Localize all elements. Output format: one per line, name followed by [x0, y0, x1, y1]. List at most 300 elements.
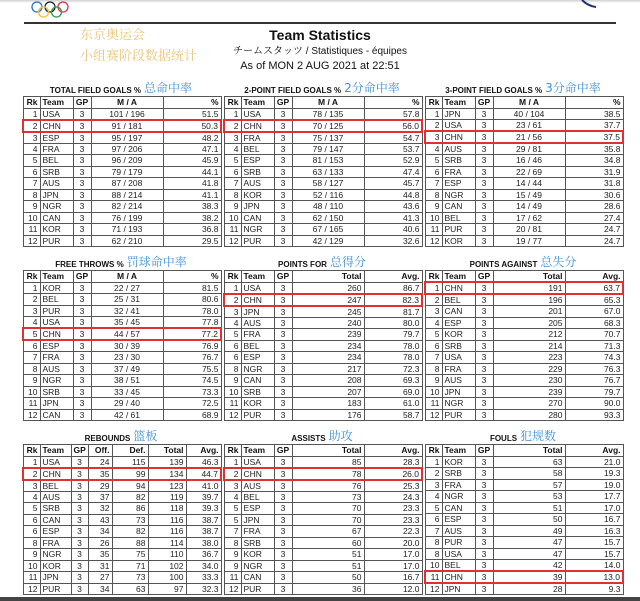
- table-title-cn: 罚球命中率: [126, 255, 187, 269]
- cell-gp: 3: [73, 328, 91, 340]
- cell-avg: 17.0: [364, 560, 422, 572]
- cell-avg: 26.0: [364, 468, 422, 480]
- cell-: 74.5: [163, 375, 221, 387]
- stats-table: [22, 444, 222, 595]
- cell-gp: 3: [73, 398, 91, 410]
- column-header: Off.: [88, 445, 112, 457]
- stats-table: [424, 444, 624, 595]
- table-row: [23, 340, 221, 352]
- cell-rk: 7: [224, 178, 241, 190]
- table-row: [224, 282, 422, 294]
- cell-team: ESP: [241, 352, 274, 364]
- table-title-cn: 3分命中率: [545, 81, 601, 95]
- cell-: 28.6: [565, 201, 623, 213]
- cell-team: FRA: [40, 537, 71, 549]
- cell-: 38.5: [565, 108, 623, 120]
- cell-gp: 3: [475, 306, 493, 318]
- cell-: 38.3: [163, 201, 221, 213]
- column-header: GP: [73, 97, 91, 109]
- cell-total: 100: [148, 572, 186, 584]
- cell-total: 176: [292, 409, 364, 421]
- cell-rk: 9: [23, 201, 40, 213]
- table-row: [425, 514, 623, 526]
- table-title-cn: 犯规数: [520, 429, 557, 443]
- column-header: Rk: [224, 97, 241, 109]
- cell-team: AUS: [442, 143, 475, 155]
- column-header: Rk: [224, 271, 241, 283]
- cell-team: CAN: [442, 306, 475, 318]
- cell-gp: 3: [475, 468, 493, 480]
- table-row: [224, 155, 422, 167]
- cell-gp: 3: [274, 166, 292, 178]
- cell-avg: 17.7: [565, 491, 623, 503]
- en-title-block: [194, 27, 616, 77]
- table-row: [23, 491, 221, 503]
- cell-gp: 3: [475, 329, 493, 341]
- stats-table: [22, 96, 222, 247]
- column-header: Team: [241, 97, 274, 109]
- cell-rk: 9: [425, 201, 442, 213]
- cell-team: USA: [442, 120, 475, 132]
- cell-gp: 3: [73, 212, 91, 224]
- cell-rk: 5: [224, 155, 241, 167]
- cell-rk: 1: [425, 456, 442, 468]
- cell-rk: 3: [425, 306, 442, 318]
- table-row: [425, 143, 623, 155]
- cell-gp: 3: [475, 583, 493, 595]
- table-header-row: [425, 97, 623, 109]
- cell-gp: 3: [73, 340, 91, 352]
- table-row: [23, 189, 221, 201]
- cell-ma: 20 / 81: [493, 224, 565, 236]
- cell-team: PUR: [40, 305, 73, 317]
- cell-team: CHN: [40, 120, 73, 132]
- cell-rk: 1: [425, 108, 442, 120]
- column-header: M / A: [493, 97, 565, 109]
- cell-avg: 25.3: [364, 480, 422, 492]
- cell-: 80.6: [163, 294, 221, 306]
- cell-ma: 22 / 27: [91, 282, 163, 294]
- cell-gp: 3: [274, 526, 292, 538]
- cell-total: 139: [148, 456, 186, 468]
- cell-total: 280: [493, 409, 565, 421]
- table-title-en: ASSISTS: [291, 434, 326, 443]
- cell-team: NGR: [442, 189, 475, 201]
- cell-: 52.9: [364, 155, 422, 167]
- cell-avg: 38.7: [186, 514, 221, 526]
- table-row: [23, 235, 221, 247]
- cell-gp: 3: [73, 132, 91, 144]
- cell-avg: 69.3: [364, 375, 422, 387]
- cell-ma: 95 / 197: [91, 132, 163, 144]
- cell-rk: 7: [23, 178, 40, 190]
- cell-team: FRA: [442, 479, 475, 491]
- cell-rk: 6: [425, 340, 442, 352]
- table-row: [425, 329, 623, 341]
- cell-total: 60: [292, 537, 364, 549]
- cell-avg: 79.7: [565, 386, 623, 398]
- cell-avg: 68.3: [565, 317, 623, 329]
- table-row: [23, 178, 221, 190]
- table-title-en: 2-POINT FIELD GOALS %: [244, 86, 342, 95]
- cell-gp: 3: [73, 189, 91, 201]
- column-header: GP: [475, 445, 493, 457]
- cell-rk: 5: [23, 328, 40, 340]
- cell-team: CHN: [241, 120, 274, 132]
- cell-total: 214: [493, 340, 565, 352]
- cell-ma: 88 / 214: [91, 189, 163, 201]
- table-row: [224, 212, 422, 224]
- cell-: 24.7: [565, 224, 623, 236]
- table-row: [224, 306, 422, 318]
- cell-avg: 12.0: [364, 583, 422, 595]
- cell-rk: 8: [23, 363, 40, 375]
- table-row: [23, 456, 221, 468]
- cell-team: KOR: [40, 560, 71, 572]
- table-row: [224, 398, 422, 410]
- stats-block-three-point-field-goals: [424, 79, 622, 247]
- cell-rk: 12: [425, 235, 442, 247]
- cell-gp: 3: [475, 143, 493, 155]
- cell-gp: 3: [475, 375, 493, 387]
- table-row: [23, 108, 221, 120]
- cell-team: NGR: [40, 201, 73, 213]
- cell-rk: 11: [23, 224, 40, 236]
- cell-gp: 3: [274, 352, 292, 364]
- cell-avg: 38.7: [186, 526, 221, 538]
- table-row-highlighted: [23, 468, 221, 480]
- cell-rk: 10: [425, 212, 442, 224]
- cell-avg: 76.7: [565, 375, 623, 387]
- column-header: %: [163, 97, 221, 109]
- cell-team: JPN: [241, 306, 274, 318]
- cell-gp: 3: [73, 282, 91, 294]
- cell-gp: 3: [274, 212, 292, 224]
- cell-gp: 3: [73, 317, 91, 329]
- cell-rk: 11: [224, 224, 241, 236]
- cell-rk: 2: [224, 468, 241, 480]
- cell-ma: 97 / 206: [91, 143, 163, 155]
- column-header: M / A: [91, 97, 163, 109]
- cell-gp: 3: [475, 166, 493, 178]
- cell-gp: 3: [274, 120, 292, 132]
- cell-: 72.5: [163, 398, 221, 410]
- cell-rk: 6: [224, 340, 241, 352]
- cell-avg: 21.0: [565, 456, 623, 468]
- cell-ma: 29 / 81: [493, 143, 565, 155]
- cell-team: ESP: [442, 178, 475, 190]
- cell-total: 85: [292, 456, 364, 468]
- cell-rk: 5: [224, 329, 241, 341]
- cell-ma: 62 / 150: [292, 212, 364, 224]
- cell-team: FRA: [241, 329, 274, 341]
- cell-team: CHN: [40, 468, 71, 480]
- cell-gp: 3: [73, 305, 91, 317]
- cell-gp: 3: [274, 189, 292, 201]
- cell-rk: 11: [224, 572, 241, 584]
- cell-total: 78: [292, 468, 364, 480]
- table-row: [425, 479, 623, 491]
- table-title-en: POINTS FOR: [278, 260, 327, 269]
- cell-gp: 3: [475, 108, 493, 120]
- cell-avg: 20.0: [364, 537, 422, 549]
- table-row-highlighted: [425, 571, 623, 583]
- cell-team: USA: [40, 456, 71, 468]
- cell-ma: 23 / 30: [91, 352, 163, 364]
- olympic-rings-icon: [30, 1, 72, 18]
- cell-avg: 44.7: [186, 468, 221, 480]
- cell-team: SRB: [442, 155, 475, 167]
- cell-avg: 72.3: [364, 363, 422, 375]
- cell-avg: 65.3: [565, 294, 623, 306]
- cell-gp: 3: [73, 108, 91, 120]
- cell-rk: 9: [224, 375, 241, 387]
- cell-ma: 96 / 209: [91, 155, 163, 167]
- cell-off: 27: [88, 572, 112, 584]
- cell-team: PUR: [40, 235, 73, 247]
- cell-gp: 3: [73, 375, 91, 387]
- cell-gp: 3: [475, 317, 493, 329]
- cell-rk: 9: [224, 560, 241, 572]
- cell-total: 102: [148, 560, 186, 572]
- cell-total: 50: [493, 514, 565, 526]
- cell-avg: 19.3: [565, 468, 623, 480]
- table-title-en: REBOUNDS: [84, 434, 131, 443]
- cell-team: USA: [241, 108, 274, 120]
- cell-team: CHN: [241, 468, 274, 480]
- table-title: [223, 79, 421, 96]
- cell-ma: 52 / 116: [292, 189, 364, 201]
- cell-rk: 9: [23, 375, 40, 387]
- cell-def: 99: [112, 468, 148, 480]
- stats-block-total-field-goals: [22, 79, 220, 247]
- cell-rk: 8: [425, 537, 442, 549]
- cell-gp: 3: [475, 548, 493, 560]
- cell-total: 118: [148, 503, 186, 515]
- cn-title-line1: 东京奥运会: [80, 28, 146, 43]
- cell-total: 196: [493, 294, 565, 306]
- column-header: GP: [475, 97, 493, 109]
- cell-ma: 58 / 127: [292, 178, 364, 190]
- table-title: [22, 427, 220, 444]
- cell-avg: 34.0: [186, 560, 221, 572]
- cell-ma: 101 / 196: [91, 108, 163, 120]
- cell-avg: 16.7: [565, 514, 623, 526]
- table-row: [224, 201, 422, 213]
- table-row: [425, 525, 623, 537]
- cell-team: ESP: [40, 526, 71, 538]
- cell-team: KOR: [442, 329, 475, 341]
- stats-block-points-for: [223, 253, 421, 421]
- cell-gp: 3: [71, 456, 88, 468]
- cell-off: 31: [88, 560, 112, 572]
- cell-total: 183: [292, 398, 364, 410]
- cell-def: 82: [112, 526, 148, 538]
- cell-off: 34: [88, 526, 112, 538]
- cell-team: KOR: [442, 456, 475, 468]
- column-header: Avg.: [364, 271, 422, 283]
- cell-gp: 3: [475, 120, 493, 132]
- cell-total: 205: [493, 317, 565, 329]
- cell-gp: 3: [71, 583, 88, 595]
- swoosh-icon: [580, 0, 600, 8]
- cell-team: ESP: [40, 132, 73, 144]
- cell-total: 116: [148, 526, 186, 538]
- column-header: GP: [71, 445, 88, 457]
- column-header: GP: [274, 97, 292, 109]
- cell-total: 270: [493, 398, 565, 410]
- column-header: Team: [241, 445, 274, 457]
- cell-gp: 3: [71, 537, 88, 549]
- cell-total: 201: [493, 306, 565, 318]
- column-header: %: [163, 271, 221, 283]
- cell-rk: 11: [23, 572, 40, 584]
- cell-gp: 3: [475, 224, 493, 236]
- cell-gp: 3: [274, 503, 292, 515]
- cell-rk: 3: [224, 132, 241, 144]
- cell-team: CAN: [40, 514, 71, 526]
- column-header: Avg.: [565, 445, 623, 457]
- table-row: [224, 340, 422, 352]
- stats-table: [424, 96, 624, 247]
- table-row: [23, 583, 221, 595]
- table-row: [224, 456, 422, 468]
- cell-: 34.8: [565, 155, 623, 167]
- cell-gp: 3: [274, 537, 292, 549]
- cell-team: JPN: [241, 201, 274, 213]
- column-header: Total: [292, 445, 364, 457]
- table-row: [425, 306, 623, 318]
- cell-def: 73: [112, 514, 148, 526]
- table-row: [224, 480, 422, 492]
- table-title-cn: 2分命中率: [344, 81, 400, 95]
- cell-rk: 3: [23, 480, 40, 492]
- cell-rk: 8: [23, 537, 40, 549]
- cell-gp: 3: [475, 456, 493, 468]
- cell-total: 239: [292, 329, 364, 341]
- cell-gp: 3: [475, 386, 493, 398]
- cell-team: AUS: [40, 363, 73, 375]
- table-title-cn: 总命中率: [144, 81, 193, 95]
- cell-gp: 3: [274, 108, 292, 120]
- cell-avg: 81.7: [364, 306, 422, 318]
- cell-: 24.7: [565, 235, 623, 247]
- top-shade: [0, 0, 640, 3]
- cell-gp: 3: [274, 386, 292, 398]
- table-row: [224, 537, 422, 549]
- cell-total: 234: [292, 340, 364, 352]
- table-title-en: FREE THROWS %: [55, 260, 124, 269]
- cell-team: ESP: [40, 340, 73, 352]
- cell-: 40.6: [364, 224, 422, 236]
- cell-rk: 12: [224, 409, 241, 421]
- table-row: [425, 456, 623, 468]
- cell-rk: 8: [425, 548, 442, 560]
- cell-team: CAN: [442, 201, 475, 213]
- cell-: 44.1: [163, 166, 221, 178]
- table-row: [23, 166, 221, 178]
- table-row: [425, 178, 623, 190]
- cell-rk: 10: [23, 212, 40, 224]
- cell-avg: 39.7: [186, 491, 221, 503]
- cell-: 53.7: [364, 143, 422, 155]
- table-header-row: [23, 271, 221, 283]
- cell-total: 207: [292, 386, 364, 398]
- page-subtitle: チームスタッツ / Statistiques - équipes: [233, 46, 407, 57]
- cell-rk: 3: [224, 306, 241, 318]
- cell-: 45.9: [163, 155, 221, 167]
- cell-total: 58: [493, 468, 565, 480]
- cell-ma: 22 / 69: [493, 166, 565, 178]
- cell-avg: 28.3: [364, 456, 422, 468]
- column-header: Avg.: [565, 271, 623, 283]
- cell-rk: 4: [224, 491, 241, 503]
- cell-gp: 3: [274, 572, 292, 584]
- cell-ma: 87 / 208: [91, 178, 163, 190]
- cn-title-block: [24, 27, 198, 77]
- cell-off: 24: [88, 456, 112, 468]
- cell-: 77.2: [163, 328, 221, 340]
- table-header-row: [224, 97, 422, 109]
- cell-team: NGR: [442, 491, 475, 503]
- cell-ma: 79 / 179: [91, 166, 163, 178]
- cell-gp: 3: [73, 409, 91, 421]
- cell-team: USA: [241, 282, 274, 294]
- table-row: [23, 386, 221, 398]
- table-row-highlighted: [224, 468, 422, 480]
- table-title-cn: 总得分: [329, 255, 366, 269]
- cell-rk: 6: [224, 352, 241, 364]
- column-header: Def.: [112, 445, 148, 457]
- table-row: [224, 143, 422, 155]
- cell-def: 73: [112, 572, 148, 584]
- cell-total: 239: [493, 386, 565, 398]
- cell-avg: 16.3: [565, 525, 623, 537]
- cell-rk: 2: [224, 120, 241, 132]
- table-row: [425, 398, 623, 410]
- table-header-row: [425, 271, 623, 283]
- cell-team: BEL: [241, 491, 274, 503]
- cell-gp: 3: [475, 294, 493, 306]
- cell-team: PUR: [442, 224, 475, 236]
- cell-team: SRB: [241, 166, 274, 178]
- cell-total: 42: [493, 560, 565, 572]
- cell-def: 71: [112, 560, 148, 572]
- cell-: 45.7: [364, 178, 422, 190]
- table-row-highlighted: [23, 328, 221, 340]
- cell-total: 217: [292, 363, 364, 375]
- cell-ma: 42 / 61: [91, 409, 163, 421]
- cell-: 43.6: [364, 201, 422, 213]
- cell-rk: 12: [425, 409, 442, 421]
- cell-team: JPN: [40, 398, 73, 410]
- cell-gp: 3: [274, 363, 292, 375]
- cell-avg: 9.3: [565, 583, 623, 595]
- cell-gp: 3: [73, 201, 91, 213]
- cell-rk: 5: [425, 155, 442, 167]
- cell-: 47.4: [364, 166, 422, 178]
- table-row: [224, 363, 422, 375]
- cell-total: 39: [493, 571, 565, 583]
- column-header: Rk: [23, 271, 40, 283]
- cell-gp: 3: [274, 317, 292, 329]
- page-title: Team Statistics: [269, 27, 371, 43]
- table-row: [23, 305, 221, 317]
- table-row: [23, 282, 221, 294]
- cell-rk: 7: [425, 352, 442, 364]
- cell-ma: 32 / 41: [91, 305, 163, 317]
- cell-gp: 3: [475, 571, 493, 583]
